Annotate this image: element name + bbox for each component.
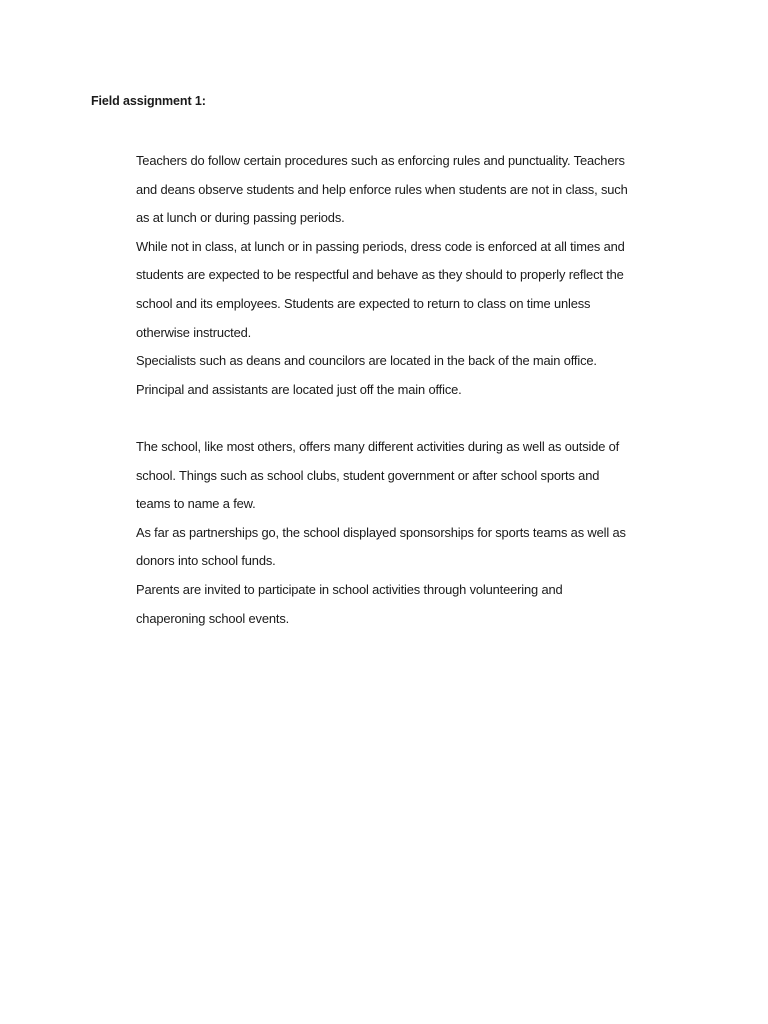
text-line: as at lunch or during passing periods. [136,210,345,226]
section-1 [136,147,696,404]
text-line: Principal and assistants are located just off the main office. [136,381,462,397]
text-line: The school, like most others, offers many different activities during as well as outside of [136,438,620,454]
document-heading: Field assignment 1: [91,94,206,108]
paragraph-spacer [136,404,696,433]
text-line: As far as partnerships go, the school displayed sponsorships for sports teams as well as [136,524,626,540]
text-line: school. Things such as school clubs, student government or after school sports and [136,467,600,483]
text-line: Teachers do follow certain procedures such as enforcing rules and punctuality. Teachers [136,153,625,168]
section-2 [136,433,696,633]
text-line: otherwise instructed. [136,324,252,340]
document-body [136,147,696,633]
text-line: Specialists such as deans and councilors are located in the back of the main office. [136,353,597,369]
text-line: students are expected to be respectful and behave as they should to properly reflect the [136,267,624,283]
text-line: and deans observe students and help enforce rules when students are not in class, such [136,181,628,197]
text-line: While not in class, at lunch or in passing periods, dress code is enforced at all times and [136,238,625,254]
text-line: chaperoning school events. [136,610,290,626]
text-line: school and its employees. Students are expected to return to class on time unless [136,295,591,311]
text-line: Parents are invited to participate in school activities through volunteering and [136,581,563,597]
text-line: teams to name a few. [136,496,256,512]
text-line: donors into school funds. [136,553,276,569]
